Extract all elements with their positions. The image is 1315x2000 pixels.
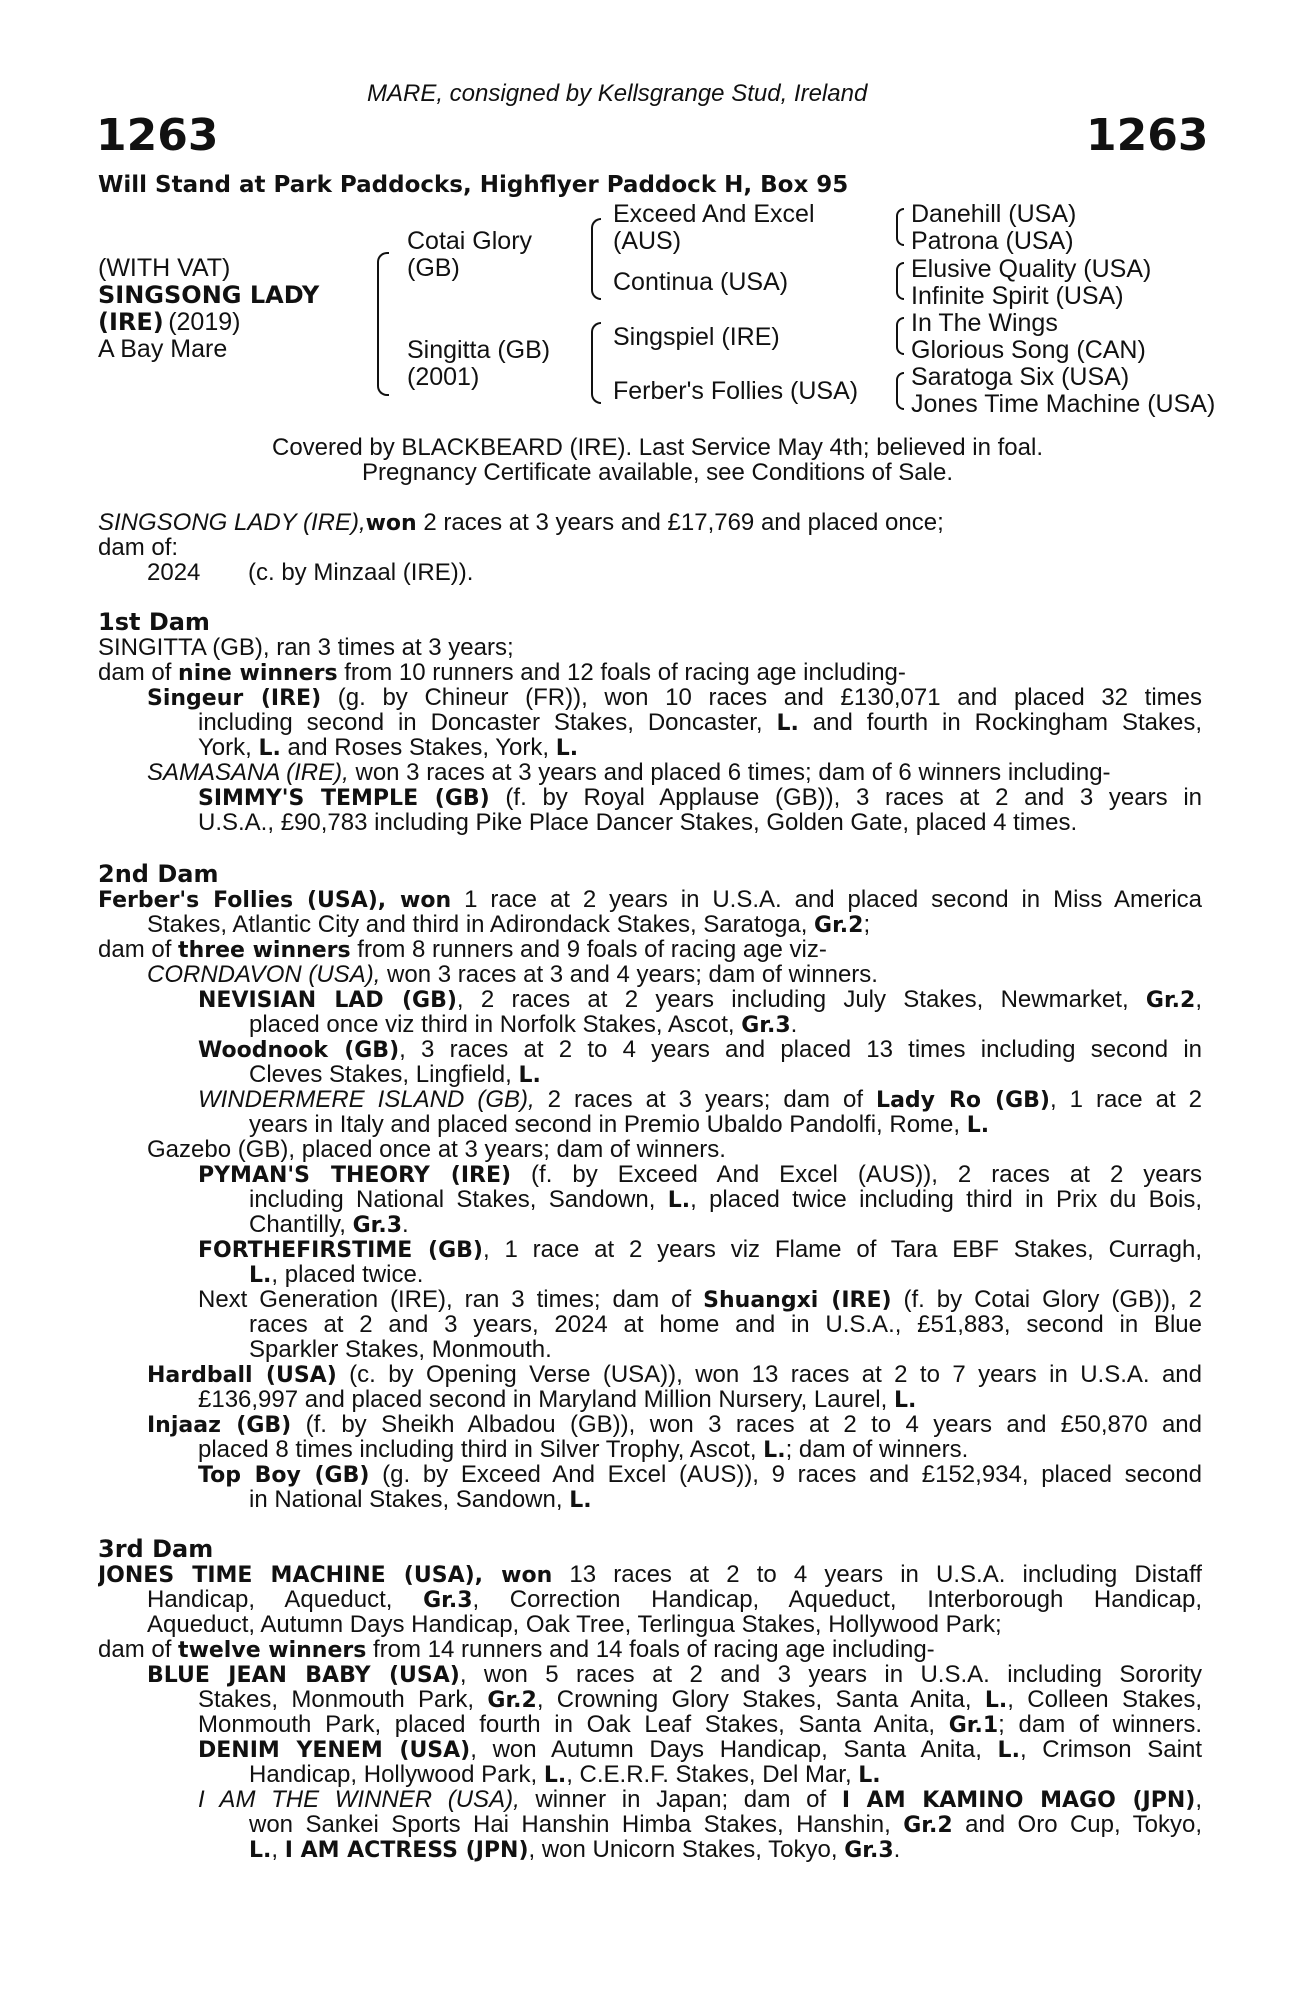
line-segment: 2 races at 3 years; dam of [534,1087,877,1112]
gen3-7: Saratoga Six (USA) [911,363,1130,391]
horse-country: (IRE) [98,308,164,336]
line-segment: including National Stakes, Sandown, [249,1187,668,1212]
pedigree-line [249,1262,423,1288]
pedigree-line [98,510,944,536]
line-segment: York, [198,734,259,761]
covering-note-2: Pregnancy Certificate available, see Conditions of Sale. [362,459,953,486]
line-segment: and fourth in Rockingham Stakes, [798,710,1202,735]
sire-country: (GB) [407,254,460,282]
pedigree-line [198,987,1202,1012]
pedigree-line [198,710,1202,735]
line-segment: ; dam of winners. [785,1436,969,1463]
line-segment: SINGITTA (GB), ran 3 times at 3 years; [98,634,514,661]
pedigree-brace-7 [896,372,904,410]
line-segment: Lady Ro (GB) [876,1088,1050,1112]
section-heading: 2nd Dam [98,860,219,888]
line-segment: Sparkler Stakes, Monmouth. [249,1336,552,1363]
line-segment: L. [569,1488,592,1513]
line-segment: L. [249,1263,272,1288]
line-segment: Woodnook (GB) [198,1038,400,1062]
pedigree-line [198,1037,1202,1062]
line-segment: , won 5 races at 2 and 3 years in U.S.A. including Sorority [459,1662,1202,1687]
gen3-6: Glorious Song (CAN) [911,336,1146,364]
line-segment: and Roses Stakes, York, [280,734,556,761]
line-segment: SINGSONG LADY (IRE), [98,509,366,536]
line-segment: (f. by Royal Applause (GB)), 3 races at 2 and 3 years in [489,785,1202,810]
pedigree-line [147,1662,1202,1687]
line-segment: , won Autumn Days Handicap, Santa Anita, [470,1737,998,1762]
pedigree-line [147,962,878,987]
line-segment: L. [667,1188,691,1212]
line-segment: dam of [98,936,179,963]
line-segment: Gr.2 [1145,988,1196,1012]
pedigree-line [98,660,906,686]
pedigree-line [249,1187,1202,1212]
pedigree-brace-1 [377,252,389,396]
pedigree-line [147,1412,1202,1437]
line-segment: L. [984,1688,1008,1712]
dam-name: Singitta (GB) [407,336,551,364]
pedigree-line [198,735,578,761]
line-segment: (g. by Exceed And Excel (AUS)), 9 races and £152,934, placed second [369,1462,1202,1487]
line-segment: 2024 [147,559,201,586]
line-segment: winner in Japan; dam of [519,1787,842,1812]
line-segment: , 1 race at 2 [1049,1087,1202,1112]
pedigree-line [249,1762,881,1788]
line-segment: , Correction Handicap, Aqueduct, Interborough Handicap, [472,1587,1202,1612]
line-segment: Handicap, Aqueduct, [147,1587,424,1612]
sire-sire-country: (AUS) [613,227,682,255]
pedigree-line [98,610,210,635]
line-segment: Singeur (IRE) [147,686,322,710]
line-segment: won [365,511,417,536]
line-segment: L. [776,711,799,735]
pedigree-brace-2 [591,218,601,300]
pedigree-line [147,1362,1202,1387]
line-segment: placed once viz third in Norfolk Stakes, Ascot, [249,1011,742,1038]
line-segment: from 14 runners and 14 foals of racing age including- [366,1636,935,1663]
line-segment: NEVISIAN LAD (GB) [198,988,457,1012]
line-segment: Monmouth Park, placed fourth in Oak Leaf Stakes, Santa Anita, [198,1712,949,1737]
line-segment: JONES TIME MACHINE (USA), won [98,1563,553,1587]
line-segment: , 1 race at 2 years viz Flame of Tara EBF Stakes, Curragh, [483,1237,1202,1262]
pedigree-line [147,1587,1202,1612]
line-segment: placed 8 times including third in Silver Trophy, Ascot, [198,1436,764,1463]
pedigree-line [249,1487,592,1513]
line-segment: 13 races at 2 to 4 years in U.S.A. including Distaff [552,1562,1202,1587]
pedigree-line [98,887,1202,912]
horse-description: A Bay Mare [98,335,228,363]
pedigree-line [198,1287,1202,1312]
line-segment: Stakes, Monmouth Park, [198,1687,488,1712]
pedigree-line [147,560,200,585]
pedigree-line [249,1012,797,1038]
line-segment: , placed twice. [271,1261,424,1288]
line-segment: Handicap, Hollywood Park, [249,1761,544,1788]
horse-year: (2019) [168,308,241,336]
pedigree-line [98,862,218,887]
pedigree-line [98,535,178,560]
gen3-1: Danehill (USA) [911,200,1077,228]
horse-origin-year [98,309,240,336]
line-segment: Gr.3 [352,1213,403,1238]
pedigree-line [249,1062,541,1088]
line-segment: , Colleen Stakes, [1007,1687,1202,1712]
line-segment: Stakes, Atlantic City and third in Adirondack Stakes, Saratoga, [147,911,815,938]
line-segment: in National Stakes, Sandown, [249,1486,570,1513]
line-segment: Gazebo (GB), placed once at 3 years; dam of winners. [147,1136,726,1163]
pedigree-line [98,1637,935,1663]
pedigree-line [249,1337,552,1362]
line-segment: Gr.2 [814,913,864,938]
sire-sire: Exceed And Excel [613,200,815,228]
line-segment: I AM THE WINNER (USA), [198,1787,520,1812]
line-segment: Gr.3 [741,1013,791,1038]
consignment-header: MARE, consigned by Kellsgrange Stud, Ireland [367,80,868,107]
line-segment: , won Unicorn Stakes, Tokyo, [528,1836,845,1863]
line-segment: races at 2 and 3 years, 2024 at home and in U.S.A., £51,883, second in Blue [249,1312,1202,1337]
line-segment: won Sankei Sports Hai Hanshin Himba Stakes, Hanshin, [249,1812,904,1837]
line-segment: , [271,1836,285,1863]
dam-dam: Ferber's Follies (USA) [613,377,859,405]
pedigree-line [198,1437,968,1463]
pedigree-brace-3 [591,322,601,404]
covering-note-1: Covered by BLACKBEARD (IRE). Last Service May 4th; believed in foal. [272,434,1043,461]
line-segment: BLUE JEAN BABY (USA) [147,1663,460,1687]
line-segment: L. [518,1063,541,1088]
line-segment: , 2 races at 2 years including July Stakes, Newmarket, [456,987,1146,1012]
line-segment: dam of: [98,534,179,561]
line-segment: L. [555,736,579,761]
pedigree-line [249,1312,1202,1337]
line-segment: . [790,1011,798,1038]
line-segment: years in Italy and placed second in Premio Ubaldo Pandolfi, Rome, [249,1111,967,1138]
line-segment: , [1195,1787,1202,1812]
line-segment: (f. by Cotai Glory (GB)), 2 [891,1287,1202,1312]
pedigree-line [98,1537,213,1562]
line-segment: I AM ACTRESS (JPN) [284,1838,529,1863]
line-segment: . [893,1836,901,1863]
line-segment: nine winners [178,661,338,686]
pedigree-line [198,1237,1202,1262]
line-segment: £136,997 and placed second in Maryland Million Nursery, Laurel, [198,1386,894,1413]
line-segment: 1 race at 2 years in U.S.A. and placed second in Miss America [451,887,1202,912]
horse-name: SINGSONG LADY [98,281,320,309]
line-segment: Top Boy (GB) [198,1463,370,1487]
line-segment: (f. by Exceed And Excel (AUS)), 2 races at 2 years [511,1162,1202,1187]
line-segment: L. [763,1438,786,1463]
line-segment: DENIM YENEM (USA) [198,1738,471,1762]
line-segment: , placed twice including third in Prix du Bois, [690,1187,1202,1212]
line-segment: Hardball (USA) [147,1363,337,1387]
pedigree-brace-4 [896,208,904,246]
line-segment: . [402,1211,409,1238]
pedigree-line [198,1787,1202,1812]
line-segment: , Crowning Glory Stakes, Santa Anita, [536,1687,985,1712]
pedigree-line [249,1812,1202,1837]
line-segment: L. [543,1763,567,1788]
pedigree-line [198,810,1077,835]
gen3-3: Elusive Quality (USA) [911,255,1152,283]
pedigree-line [147,760,1111,785]
line-segment: three winners [178,938,351,963]
line-segment: including second in Doncaster Stakes, Doncaster, [198,710,777,735]
line-segment: Gr.3 [844,1838,894,1863]
line-segment: SIMMY'S TEMPLE (GB) [198,786,490,810]
line-segment: dam of [98,659,179,686]
gen3-5: In The Wings [911,309,1058,337]
sire-dam: Continua (USA) [613,268,789,296]
lot-number-right: 1263 [1086,110,1209,161]
pedigree-line [147,1612,1002,1637]
line-segment: , Crimson Saint [1019,1737,1202,1762]
line-segment: won 3 races at 3 and 4 years; dam of winners. [380,961,878,988]
pedigree-line [147,685,1202,710]
gen3-4: Infinite Spirit (USA) [911,282,1124,310]
line-segment: U.S.A., £90,783 including Pike Place Dancer Stakes, Golden Gate, placed 4 times. [198,809,1078,836]
line-segment: L. [249,1838,272,1863]
line-segment: FORTHEFIRSTIME (GB) [198,1238,483,1262]
line-segment: Ferber's Follies (USA), won [98,888,452,912]
pedigree-line [198,1462,1202,1487]
pedigree-line [198,1712,1202,1737]
sire-name: Cotai Glory [407,227,533,255]
dam-sire: Singspiel (IRE) [613,323,780,351]
pedigree-line [98,1562,1202,1587]
line-segment: , C.E.R.F. Stakes, Del Mar, [566,1761,859,1788]
line-segment: Gr.2 [903,1813,953,1837]
line-segment: and Oro Cup, Tokyo, [952,1812,1202,1837]
line-segment: , 3 races at 2 to 4 years and placed 13 times including second in [399,1037,1202,1062]
gen3-2: Patrona (USA) [911,227,1074,255]
line-segment: twelve winners [178,1638,367,1663]
line-segment: CORNDAVON (USA), [147,961,381,988]
line-segment: Cleves Stakes, Lingfield, [249,1061,519,1088]
line-segment: L. [858,1763,881,1788]
line-segment: Shuangxi (IRE) [703,1288,892,1312]
line-segment: Chantilly, [249,1211,353,1238]
pedigree-line [198,1387,916,1413]
pedigree-line [147,1137,726,1162]
pedigree-line [98,635,514,660]
section-heading: 3rd Dam [98,1535,214,1563]
pedigree-line [147,912,870,938]
line-segment: Aqueduct, Autumn Days Handicap, Oak Tree, Terlingua Stakes, Hollywood Park; [147,1611,1002,1638]
line-segment: (g. by Chineur (FR)), won 10 races and £130,071 and placed 32 times [321,685,1202,710]
line-segment: L. [893,1388,917,1413]
line-segment: from 8 runners and 9 foals of racing age viz- [350,936,827,963]
line-segment: Next Generation (IRE), ran 3 times; dam of [198,1287,704,1312]
line-segment: Gr.1 [948,1713,999,1737]
line-segment: Gr.3 [423,1588,473,1612]
dam-year: (2001) [407,363,480,391]
pedigree-brace-5 [896,262,904,300]
line-segment: , [1195,987,1202,1012]
pedigree-line [198,1162,1202,1187]
line-segment: from 10 runners and 12 foals of racing age including- [337,659,906,686]
line-segment: Gr.2 [487,1688,537,1712]
line-segment: WINDERMERE ISLAND (GB), [198,1087,535,1112]
vat-note: (WITH VAT) [98,254,231,282]
pedigree-line [198,785,1202,810]
pedigree-line [198,1737,1202,1762]
pedigree-line [98,937,827,963]
line-segment: (c. by Minzaal (IRE)). [248,559,474,586]
line-segment: SAMASANA (IRE), [147,759,349,786]
line-segment: 2 races at 3 years and £17,769 and placed once; [416,509,944,536]
section-heading: 1st Dam [98,608,210,636]
line-segment: won 3 races at 3 years and placed 6 times; dam of 6 winners including- [348,759,1111,786]
line-segment: ; dam of winners. [998,1712,1202,1737]
line-segment: Injaaz (GB) [147,1413,292,1437]
pedigree-line [198,1087,1202,1112]
line-segment: L. [258,736,281,761]
pedigree-line [249,1212,409,1238]
lot-number-left: 1263 [96,110,219,161]
pedigree-line [248,560,473,585]
pedigree-line [249,1837,900,1863]
line-segment: (f. by Sheikh Albadou (GB)), won 3 races at 2 to 4 years and £50,870 and [291,1412,1202,1437]
line-segment: (c. by Opening Verse (USA)), won 13 races at 2 to 7 years in U.S.A. and [336,1362,1202,1387]
pedigree-line [198,1687,1202,1712]
line-segment: L. [966,1113,990,1138]
line-segment: dam of [98,1636,179,1663]
stand-location: Will Stand at Park Paddocks, Highflyer Paddock H, Box 95 [98,172,849,198]
line-segment: ; [863,911,871,938]
pedigree-brace-6 [896,317,904,355]
line-segment: L. [997,1738,1020,1762]
pedigree-line [249,1112,989,1138]
line-segment: PYMAN'S THEORY (IRE) [198,1163,512,1187]
gen3-8: Jones Time Machine (USA) [911,390,1216,418]
line-segment: I AM KAMINO MAGO (JPN) [841,1788,1196,1812]
